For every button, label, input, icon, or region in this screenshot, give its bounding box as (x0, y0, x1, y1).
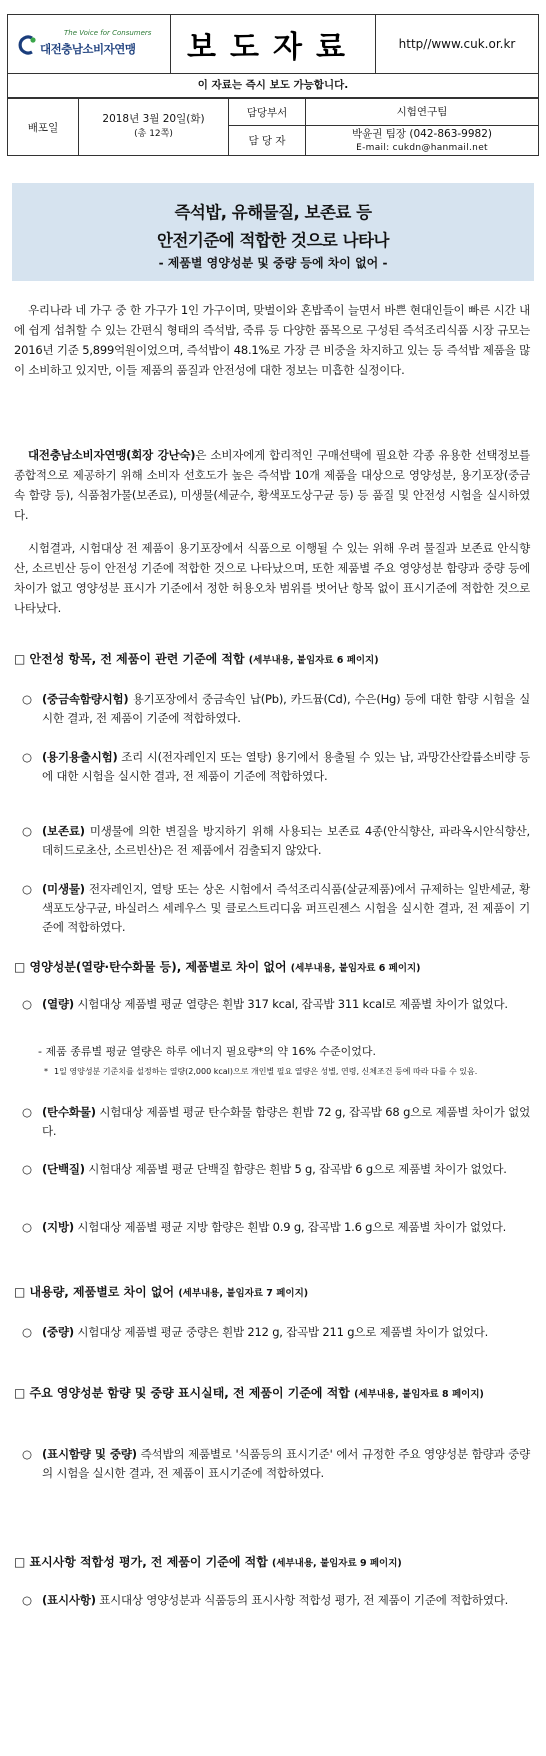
bullet-text: 시험대상 제품별 평균 지방 함량은 흰밥 0.9 g, 잡곡밥 1.6 g으로 제품별 차이가 없었다. (73, 1220, 507, 1234)
bullet-label: (열량) (42, 997, 74, 1011)
bullet-label: (지방) (42, 1220, 74, 1234)
logo-name: 대전충남소비자연맹 (40, 42, 136, 56)
bullet-text: 즉석밥의 제품별로 '식품등의 표시기준' 에서 규정한 주요 영양성분 함량과 중량의 시험을 실시한 결과, 전 제품이 표시기준에 적합하였다. (42, 1447, 530, 1480)
page-title: 보도자료 (187, 30, 359, 65)
bullet-mark: ○ (22, 1325, 32, 1339)
date-label: 배포일 (8, 99, 79, 156)
logo-tagline: The Voice for Consumers (64, 29, 152, 37)
paragraph-results: 시험결과, 시험대상 전 제품이 용기포장에서 식품으로 이행될 수 있는 위해 우려 물질과 보존료 안식향산, 소르빈산 등이 안전성 기준에 적합한 것으로 나타났으며, 또한 제품별 주요 영양성분 함량과 중량 등에 차이가 없고 영양성분 표시가 기준에서 정한 허용오차 범위를 벗어난 항목 없이 표시기준에 적합한 것으로 나타났다. (14, 541, 530, 615)
headline-box (12, 183, 534, 281)
bullet-mark: ○ (22, 882, 32, 896)
section-ref: (세부내용, 붙임자료 6 페이지) (248, 655, 379, 666)
logo-area (8, 15, 171, 73)
bullet-heavy-metal (22, 690, 530, 728)
headline-subtitle: - 제품별 영양성분 및 중량 등에 차이 없어 - (158, 256, 388, 270)
org-name: 대전충남소비자연맹(회장 강난숙) (28, 448, 196, 462)
section-display (14, 1553, 534, 1573)
person-label: 담 당 자 (229, 126, 306, 156)
headline-line-2: 안전기준에 적합한 것으로 나타나 (157, 231, 389, 250)
bullet-text: 시험대상 제품별 평균 탄수화물 함량은 흰밥 72 g, 잡곡밥 68 g으로 제품별 차이가 없었다. (42, 1105, 530, 1138)
bullet-label: (미생물) (42, 882, 85, 896)
bullet-migration (22, 748, 530, 786)
bullet-mark: ○ (22, 1593, 32, 1607)
bullet-label: (용기용출시험) (42, 750, 118, 764)
bullet-mark: ○ (22, 1105, 32, 1119)
bullet-text: 미생물에 의한 변질을 방지하기 위해 사용되는 보존료 4종(안식향산, 파라옥시안식향산, 데히드로초산, 소르빈산)은 전 제품에서 검출되지 않았다. (42, 824, 530, 857)
bullet-mark: ○ (22, 1162, 32, 1176)
section-title: □ 표시사항 적합성 평가, 전 제품이 기준에 적합 (14, 1555, 272, 1569)
page-count: (총 12쪽) (134, 129, 173, 139)
person-email[interactable]: E-mail: cukdn@hanmail.net (356, 142, 488, 153)
section-weight (14, 1283, 534, 1303)
bullet-text: 조리 시(전자레인지 또는 열탕) 용기에서 용출될 수 있는 납, 과망간산칼륨소비량 등 에 대한 시험을 실시한 결과, 전 제품이 기준에 적합하였다. (42, 750, 530, 783)
footnote (44, 1065, 530, 1078)
headline-line-1: 즉석밥, 유해물질, 보존료 등 (174, 203, 372, 222)
bullet-label: (보존료) (42, 824, 85, 838)
section-title: □ 주요 영양성분 함량 및 중량 표시실태, 전 제품이 기준에 적합 (14, 1386, 355, 1400)
bullet-mark: ○ (22, 692, 32, 706)
dash-note: - 제품 종류별 평균 열량은 하루 에너지 필요량*의 약 16% 수준이었다. (38, 1045, 377, 1058)
bullet-calories (22, 995, 530, 1014)
bullet-label: (표시함량 및 중량) (42, 1447, 137, 1461)
bullet-text: 시험대상 제품별 평균 중량은 흰밥 212 g, 잡곡밥 211 g으로 제품별 차이가 없었다. (73, 1325, 489, 1339)
bullet-weight (22, 1323, 530, 1342)
section-title: □ 안전성 항목, 전 제품이 관련 기준에 적합 (14, 652, 249, 666)
bullet-text: 표시대상 영양성분과 식품등의 표시사항 적합성 평가, 전 제품이 기준에 적합하였다. (95, 1593, 509, 1607)
website-url[interactable]: http//www.cuk.or.kr (398, 37, 516, 51)
bullet-label: (중금속함량시험) (42, 692, 129, 706)
section-safety (14, 650, 534, 670)
paragraph-intro: 우리나라 네 가구 중 한 가구가 1인 가구이며, 맞벌이와 혼밥족이 늘면서 바쁜 현대인들이 빠른 시간 내에 쉽게 섭취할 수 있는 간편식 형태의 즉석밥, 죽류 등 다양한 품목으로 구성된 즉석조리식품 시장 규모는 2016년 기준 5,899억원이었으며, 즉석밥이 48.1%로 가장 큰 비중을 차지하고 있는 등 즉석밥 제품을 많이 소비하고 있지만, 이들 제품의 품질과 안전성에 대한 정보는 미흡한 실정이다. (14, 303, 530, 377)
section-title: □ 내용량, 제품별로 차이 없어 (14, 1285, 179, 1299)
bullet-mark: ○ (22, 997, 32, 1011)
bullet-mark: ○ (22, 1220, 32, 1234)
bullet-text: 용기포장에서 중금속인 납(Pb), 카드뮴(Cd), 수은(Hg) 등에 대한 함량 시험을 실시한 결과, 전 제품이 기준에 적합하였다. (42, 692, 530, 725)
bullet-label: (단백질) (42, 1162, 85, 1176)
section-labeling (14, 1384, 534, 1404)
dept-value: 시험연구팀 (306, 99, 539, 126)
bullet-display-items (22, 1591, 530, 1610)
person-cell (306, 126, 539, 156)
press-header (7, 14, 539, 74)
footnote-mark: * (44, 1067, 48, 1076)
footnote-text: 1일 영양성분 기준치를 설정하는 열량(2,000 kcal)으로 개인별 필요 열량은 성별, 연령, 신체조건 등에 따라 다를 수 있음. (54, 1067, 478, 1076)
bullet-preservative (22, 822, 530, 860)
bullet-mark: ○ (22, 1447, 32, 1461)
bullet-label-content (22, 1445, 530, 1483)
bullet-label: (탄수화물) (42, 1105, 96, 1119)
section-ref: (세부내용, 붙임자료 8 페이지) (354, 1389, 484, 1400)
section-ref: (세부내용, 붙임자료 9 페이지) (271, 1558, 402, 1569)
bullet-microbe (22, 880, 530, 937)
bullet-text: 시험대상 제품별 평균 열량은 흰밥 317 kcal, 잡곡밥 311 kcal로 제품별 차이가 없었다. (73, 997, 508, 1011)
logo-icon (18, 35, 38, 55)
bullet-mark: ○ (22, 750, 32, 764)
bullet-label: (표시사항) (42, 1593, 96, 1607)
bullet-text: 전자레인지, 열탕 또는 상온 시험에서 즉석조리식품(살균제품)에서 규제하는 일반세균, 황색포도상구균, 바실러스 세레우스 및 클로스트리디움 퍼프린젠스 시험을 실시한 결과, 전 제품이 기준에 적합하였다. (42, 882, 530, 934)
bullet-text: 시험대상 제품별 평균 단백질 함량은 흰밥 5 g, 잡곡밥 6 g으로 제품별 차이가 없었다. (84, 1162, 507, 1176)
release-note: 이 자료는 즉시 보도 가능합니다. (7, 74, 539, 98)
person-value: 박윤권 팀장 (042-863-9982) (352, 127, 492, 140)
bullet-carbs (22, 1103, 530, 1141)
bullet-mark: ○ (22, 824, 32, 838)
section-ref: (세부내용, 붙임자료 6 페이지) (290, 963, 421, 974)
release-info-table (7, 98, 539, 156)
paragraph-purpose (14, 445, 530, 525)
bullet-fat (22, 1218, 530, 1237)
paragraph-purpose-text: 은 소비자에게 합리적인 구매선택에 필요한 각종 유용한 선택정보를 종합적으로 제공하기 위해 소비자 선호도가 높은 즉석밥 10개 제품을 대상으로 영양성분, 용기포장(중금속 함량 등), 식품첨가물(보존료), 미생물(세균수, 황색포도상구균 등) 등 품질 및 안전성 시험을 실시하였다. (14, 448, 531, 522)
date-cell (79, 99, 229, 156)
bullet-label: (중량) (42, 1325, 74, 1339)
section-title: □ 영양성분(열량·탄수화물 등), 제품별로 차이 없어 (14, 960, 291, 974)
section-ref: (세부내용, 붙임자료 7 페이지) (178, 1288, 309, 1299)
dept-label: 담당부서 (229, 99, 306, 126)
section-nutrition (14, 958, 534, 978)
title-cell (171, 15, 376, 73)
date-value: 2018년 3월 20일(화) (102, 113, 205, 125)
bullet-protein (22, 1160, 530, 1179)
